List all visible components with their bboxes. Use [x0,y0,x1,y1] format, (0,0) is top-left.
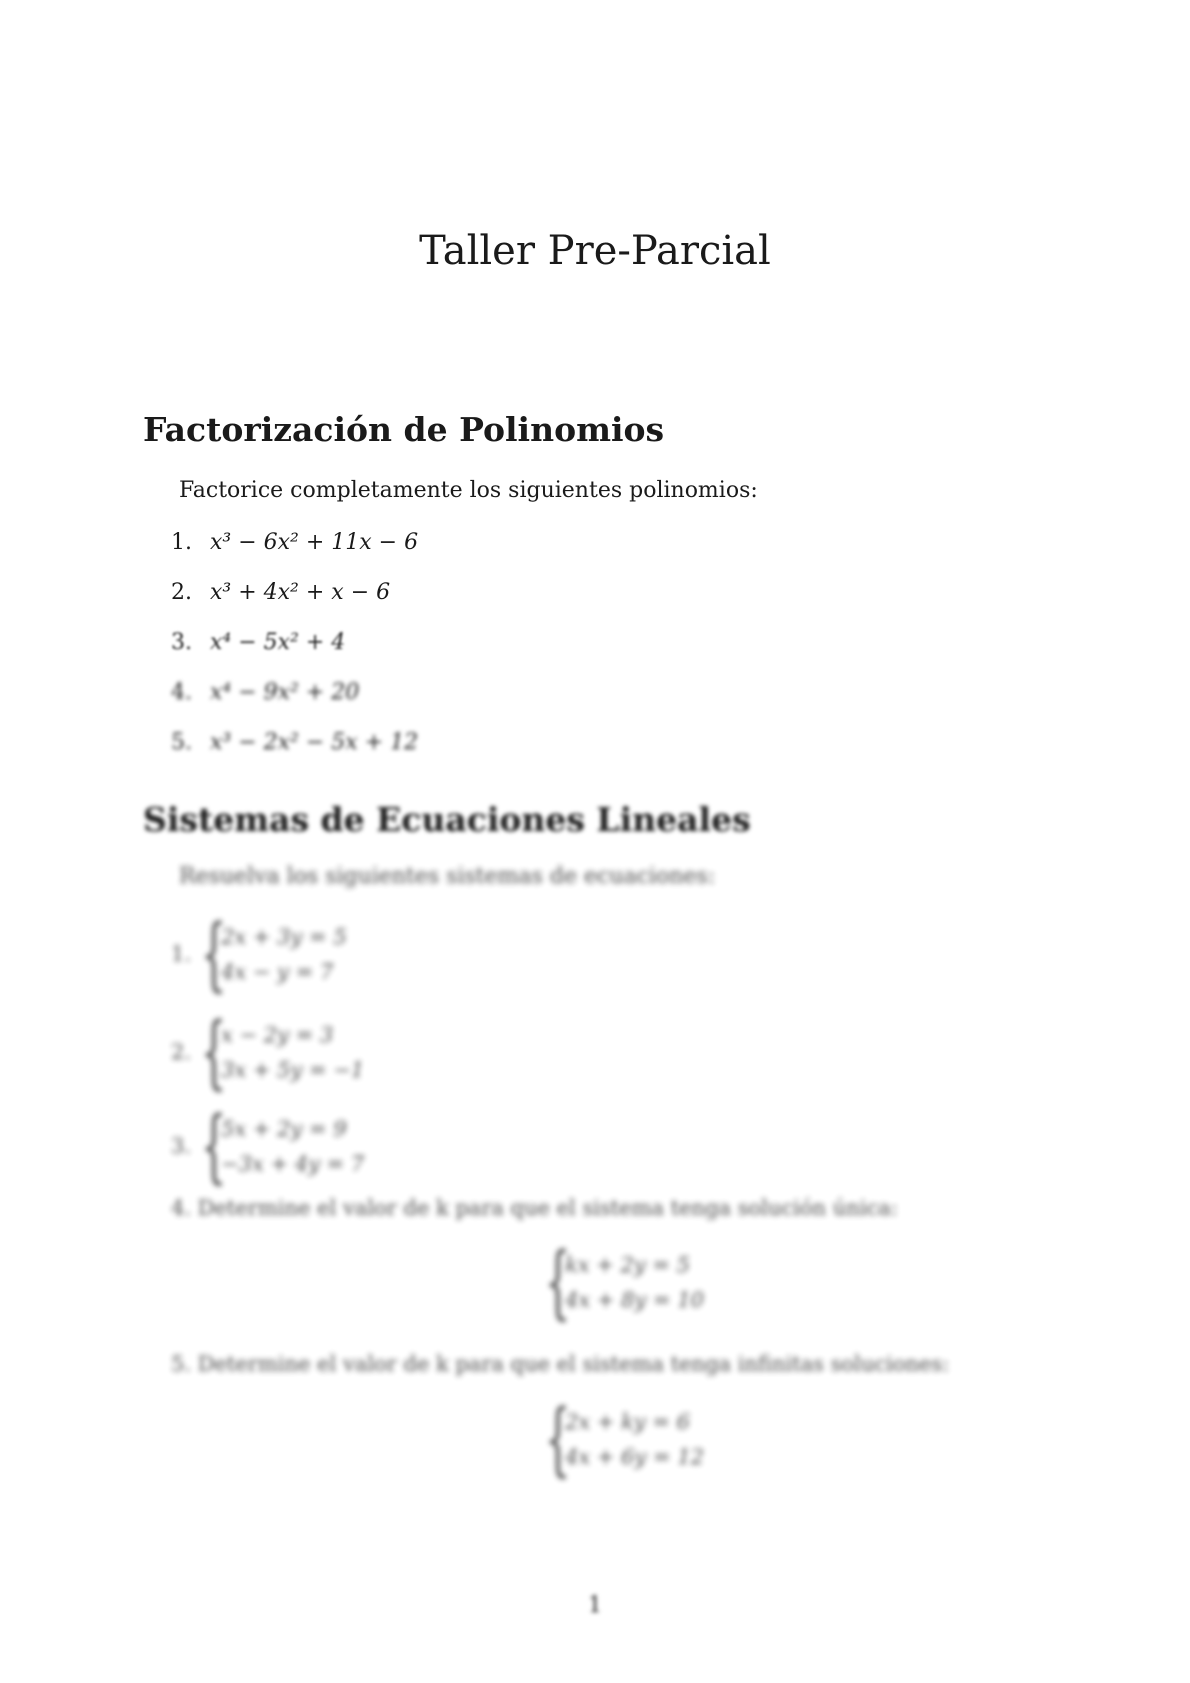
equation: 4x + 6y = 12 [565,1445,705,1469]
list-item [171,630,345,655]
list-item [171,680,359,705]
item-number: 1. [171,530,192,555]
question-4-text: 4. Determine el valor de k para que el sistema tenga solución única: [171,1196,898,1220]
item-number: 2. [171,1040,192,1064]
list-item [171,530,418,555]
polynomial-expression: x³ − 2x² − 5x + 12 [210,730,419,755]
list-item [171,580,390,605]
section-heading-factorizacion: Factorización de Polinomios [143,410,665,449]
left-brace-icon: { [545,1235,571,1328]
item-number: 3. [171,630,192,655]
equation: 5x + 2y = 9 [221,1117,347,1141]
item-number: 4. [171,680,192,705]
polynomial-expression: x⁴ − 5x² + 4 [210,630,346,655]
equation: 3x + 5y = −1 [221,1058,365,1082]
item-number: 2. [171,580,192,605]
equation: kx + 2y = 5 [565,1253,691,1277]
equation: 2x + 3y = 5 [221,925,347,949]
polynomial-expression: x⁴ − 9x² + 20 [210,680,360,705]
section-heading-sistemas: Sistemas de Ecuaciones Lineales [143,800,751,839]
polynomial-expression: x³ + 4x² + x − 6 [210,580,391,605]
section-intro-factorizacion: Factorice completamente los siguientes polinomios: [179,478,758,503]
equation: x − 2y = 3 [221,1023,334,1047]
equation: 2x + ky = 6 [565,1410,691,1434]
item-number: 5. [171,730,192,755]
item-number: 1. [171,942,192,966]
equation: 4x + 8y = 10 [565,1288,705,1312]
left-brace-icon: { [545,1392,571,1485]
left-brace-icon: { [201,1099,227,1192]
equation: −3x + 4y = 7 [221,1152,365,1176]
left-brace-icon: { [201,907,227,1000]
question-5-text: 5. Determine el valor de k para que el sistema tenga infinitas soluciones: [171,1352,950,1376]
left-brace-icon: { [201,1005,227,1098]
equation: 4x − y = 7 [221,960,334,984]
item-number: 3. [171,1134,192,1158]
polynomial-expression: x³ − 6x² + 11x − 6 [210,530,419,555]
section-intro-sistemas: Resuelva los siguientes sistemas de ecuaciones: [179,864,716,889]
list-item [171,730,418,755]
document-title: Taller Pre-Parcial [419,228,771,274]
page-number: 1 [588,1593,602,1618]
